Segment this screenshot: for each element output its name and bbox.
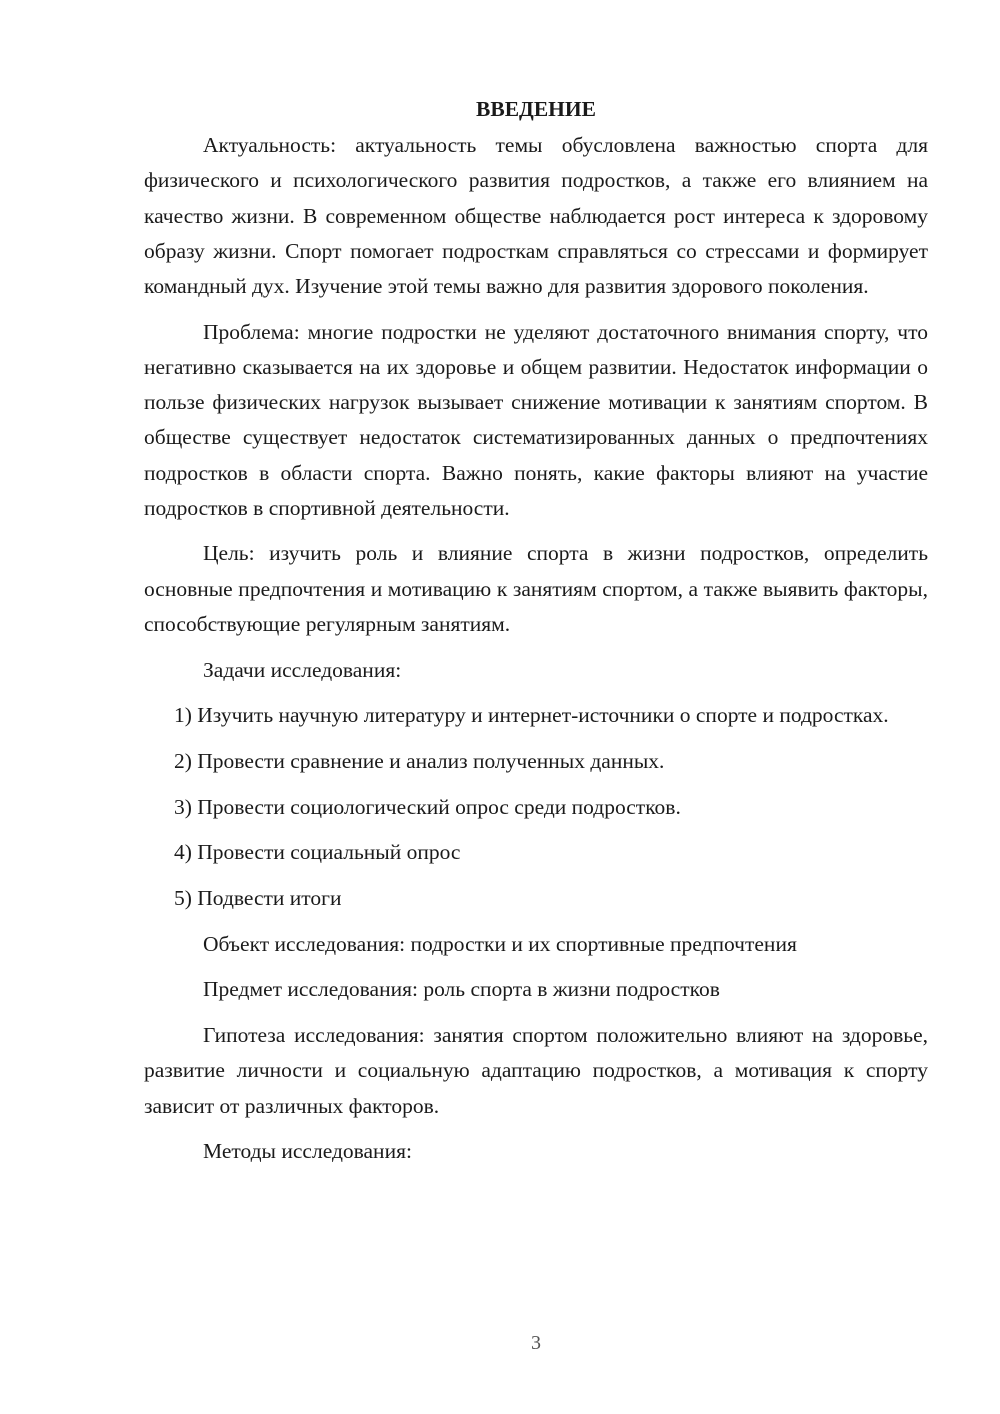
methods-label: Методы исследования:	[203, 1139, 412, 1164]
relevance-paragraph: Актуальность: актуальность темы обусловлена важностью спорта для физического и психологического развития подростков, а также его влиянием на качество жизни. В современном обществе наблюдается рост интереса к здоровому образу жизни. Спорт помогает подросткам справляться со стрессами и формирует командный дух. Изучение этой темы важно для развития здорового поколения.	[144, 133, 928, 299]
page-number: 3	[531, 1332, 541, 1354]
document-page	[144, 92, 928, 1180]
task-item-1: 1) Изучить научную литературу и интернет-источники о спорте и подростках.	[174, 703, 889, 728]
object-paragraph: Объект исследования: подростки и их спортивные предпочтения	[203, 931, 797, 956]
tasks-label: Задачи исследования:	[203, 657, 402, 682]
hypothesis-paragraph: Гипотеза исследования: занятия спортом положительно влияют на здоровье, развитие личности и социальную адаптацию подростков, а мотивация к спорту зависит от различных факторов.	[144, 1023, 928, 1118]
task-item-2: 2) Провести сравнение и анализ полученных данных.	[174, 748, 665, 773]
goal-paragraph: Цель: изучить роль и влияние спорта в жизни подростков, определить основные предпочтения и мотивацию к занятиям спортом, а также выявить факторы, способствующие регулярным занятиям.	[144, 541, 928, 636]
task-item-3: 3) Провести социологический опрос среди подростков.	[174, 794, 681, 819]
task-item-5: 5) Подвести итоги	[174, 886, 342, 911]
subject-paragraph: Предмет исследования: роль спорта в жизни подростков	[203, 977, 720, 1002]
problem-paragraph: Проблема: многие подростки не уделяют достаточного внимания спорту, что негативно сказывается на их здоровье и общем развитии. Недостаток информации о пользе физических нагрузок вызывает снижение мотивации к занятиям спортом. В обществе существует недостаток систематизированных данных о предпочтениях подростков в области спорта. Важно понять, какие факторы влияют на участие подростков в спортивной деятельности.	[144, 319, 928, 520]
task-item-4: 4) Провести социальный опрос	[174, 840, 461, 865]
section-heading: ВВЕДЕНИЕ	[476, 97, 596, 121]
